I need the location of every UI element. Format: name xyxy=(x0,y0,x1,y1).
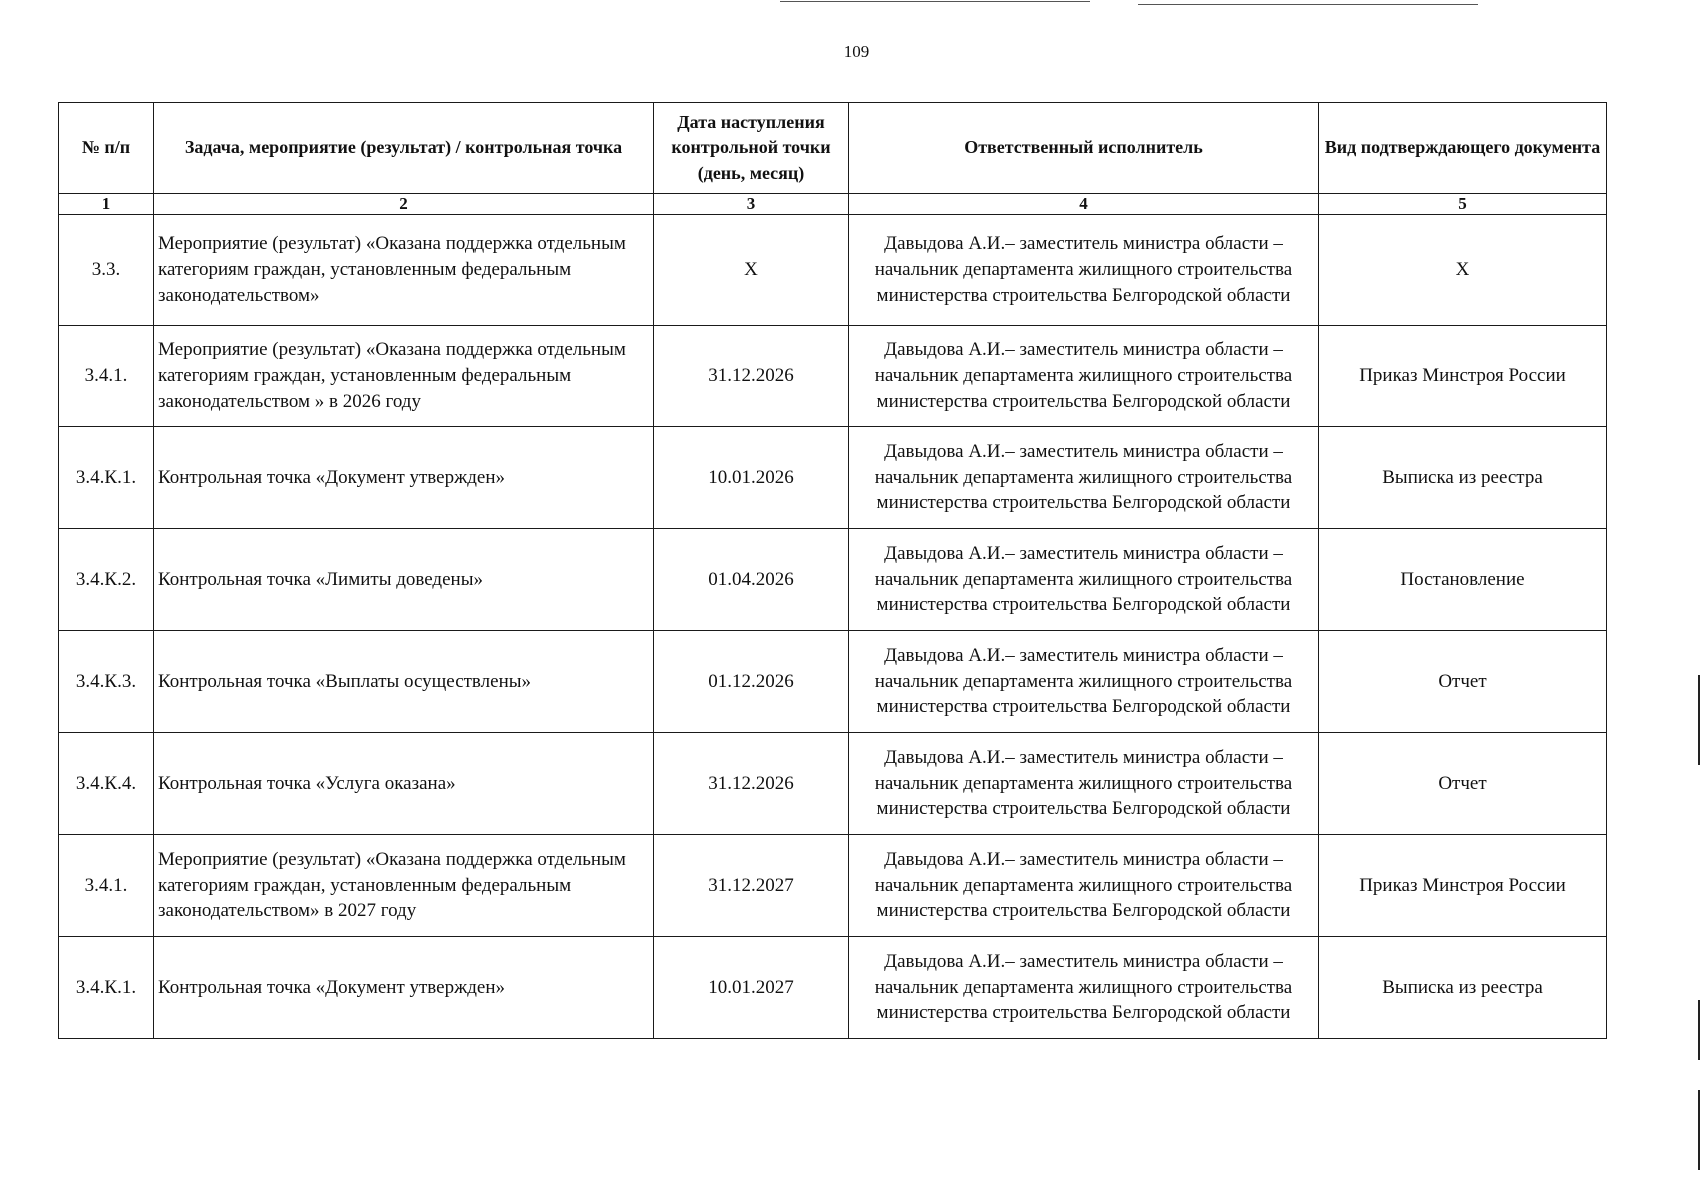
scan-edge-mark xyxy=(1698,1090,1700,1170)
table-row xyxy=(59,733,1607,835)
row-task: Контрольная точка «Лимиты доведены» xyxy=(154,529,654,631)
table-row xyxy=(59,427,1607,529)
table-row xyxy=(59,835,1607,937)
scan-edge-mark xyxy=(1698,1000,1700,1060)
row-responsible: Давыдова А.И.– заместитель министра области – начальник департамента жилищного строительства министерства строительства Белгородской области xyxy=(849,937,1319,1039)
row-responsible: Давыдова А.И.– заместитель министра области – начальник департамента жилищного строительства министерства строительства Белгородской области xyxy=(849,215,1319,326)
row-responsible: Давыдова А.И.– заместитель министра области – начальник департамента жилищного строительства министерства строительства Белгородской области xyxy=(849,427,1319,529)
header-document: Вид подтверждающего документа xyxy=(1319,103,1607,194)
row-date: 01.12.2026 xyxy=(654,631,849,733)
header-num: № п/п xyxy=(59,103,154,194)
row-document: Приказ Минстроя России xyxy=(1319,835,1607,937)
row-document: Приказ Минстроя России xyxy=(1319,326,1607,427)
row-date: 31.12.2026 xyxy=(654,733,849,835)
table-row xyxy=(59,937,1607,1039)
row-date: 01.04.2026 xyxy=(654,529,849,631)
row-date: 31.12.2027 xyxy=(654,835,849,937)
column-number: 4 xyxy=(849,194,1319,215)
row-number: 3.4.1. xyxy=(59,326,154,427)
table-row xyxy=(59,529,1607,631)
row-task: Мероприятие (результат) «Оказана поддержка отдельным категориям граждан, установленным федеральным законодательством» xyxy=(154,215,654,326)
row-document: Х xyxy=(1319,215,1607,326)
row-task: Мероприятие (результат) «Оказана поддержка отдельным категориям граждан, установленным федеральным законодательством » в 2026 году xyxy=(154,326,654,427)
row-responsible: Давыдова А.И.– заместитель министра области – начальник департамента жилищного строительства министерства строительства Белгородской области xyxy=(849,835,1319,937)
scan-artifact-line xyxy=(780,1,1090,2)
table-header-row xyxy=(59,103,1607,194)
row-number: 3.4.К.1. xyxy=(59,427,154,529)
table-row xyxy=(59,631,1607,733)
column-number: 2 xyxy=(154,194,654,215)
column-number: 5 xyxy=(1319,194,1607,215)
row-number: 3.4.К.3. xyxy=(59,631,154,733)
row-responsible: Давыдова А.И.– заместитель министра области – начальник департамента жилищного строительства министерства строительства Белгородской области xyxy=(849,631,1319,733)
column-number: 1 xyxy=(59,194,154,215)
row-number: 3.4.1. xyxy=(59,835,154,937)
column-number-row xyxy=(59,194,1607,215)
row-responsible: Давыдова А.И.– заместитель министра области – начальник департамента жилищного строительства министерства строительства Белгородской области xyxy=(849,326,1319,427)
row-task: Мероприятие (результат) «Оказана поддержка отдельным категориям граждан, установленным федеральным законодательством» в 2027 году xyxy=(154,835,654,937)
row-number: 3.4.К.2. xyxy=(59,529,154,631)
column-number: 3 xyxy=(654,194,849,215)
header-task: Задача, мероприятие (результат) / контрольная точка xyxy=(154,103,654,194)
row-number: 3.3. xyxy=(59,215,154,326)
row-responsible: Давыдова А.И.– заместитель министра области – начальник департамента жилищного строительства министерства строительства Белгородской области xyxy=(849,733,1319,835)
table-row xyxy=(59,215,1607,326)
row-task: Контрольная точка «Документ утвержден» xyxy=(154,937,654,1039)
header-date: Дата наступления контрольной точки (день, месяц) xyxy=(654,103,849,194)
row-document: Отчет xyxy=(1319,733,1607,835)
row-document: Выписка из реестра xyxy=(1319,937,1607,1039)
row-number: 3.4.К.1. xyxy=(59,937,154,1039)
header-responsible: Ответственный исполнитель xyxy=(849,103,1319,194)
row-date: 10.01.2027 xyxy=(654,937,849,1039)
row-document: Постановление xyxy=(1319,529,1607,631)
row-task: Контрольная точка «Документ утвержден» xyxy=(154,427,654,529)
scan-edge-mark xyxy=(1698,675,1700,765)
row-date: 31.12.2026 xyxy=(654,326,849,427)
row-number: 3.4.К.4. xyxy=(59,733,154,835)
row-date: 10.01.2026 xyxy=(654,427,849,529)
row-task: Контрольная точка «Услуга оказана» xyxy=(154,733,654,835)
row-document: Отчет xyxy=(1319,631,1607,733)
row-date: Х xyxy=(654,215,849,326)
row-responsible: Давыдова А.И.– заместитель министра области – начальник департамента жилищного строительства министерства строительства Белгородской области xyxy=(849,529,1319,631)
table-row xyxy=(59,326,1607,427)
page-number: 109 xyxy=(843,42,870,61)
scan-artifact-line xyxy=(1138,4,1478,5)
row-document: Выписка из реестра xyxy=(1319,427,1607,529)
row-task: Контрольная точка «Выплаты осуществлены» xyxy=(154,631,654,733)
control-points-table xyxy=(58,102,1607,1039)
